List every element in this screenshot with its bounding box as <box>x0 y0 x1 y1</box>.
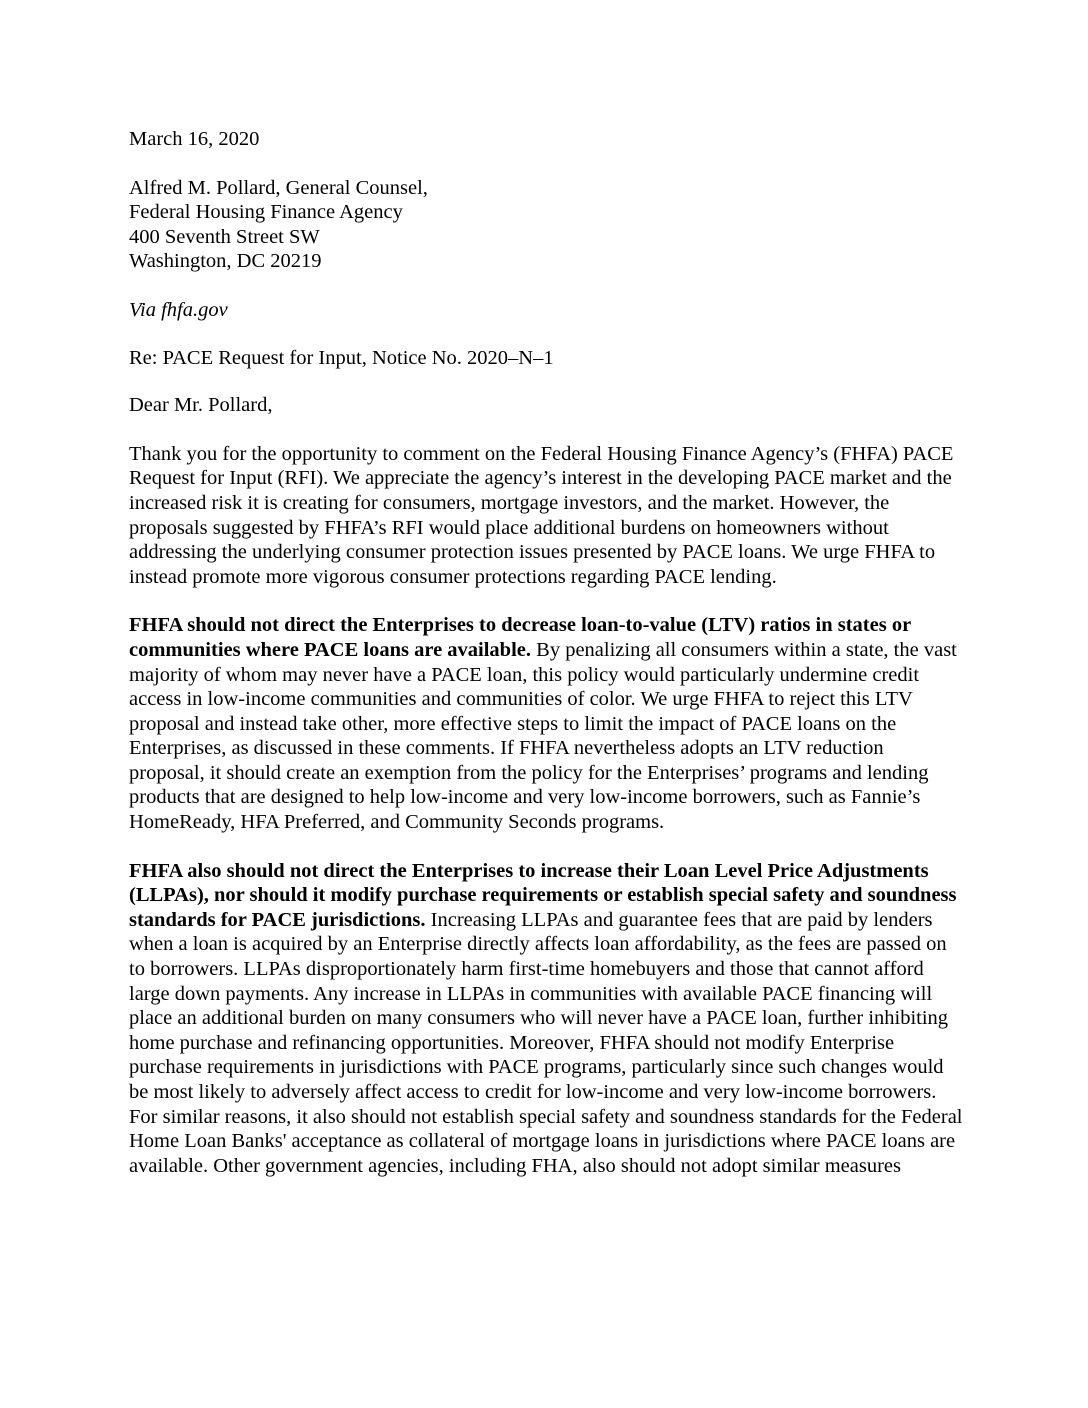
paragraph-text: Thank you for the opportunity to comment on the Federal Housing Finance Agency’s (FHFA) PACE Request for Input (RFI). We appreciate the agency’s interest in the developing PACE market and the increased risk it is creating for consumers, mortgage investors, and the market. However, the proposals suggested by FHFA’s RFI would place additional burdens on homeowners without addressing the underlying consumer protection issues presented by PACE loans. We urge FHFA to instead promote more vigorous consumer protections regarding PACE lending. <box>129 442 954 588</box>
delivery-method: Via fhfa.gov <box>129 298 228 321</box>
recipient-street-line: 400 Seventh Street SW <box>129 225 320 248</box>
ltv-paragraph <box>129 613 964 834</box>
recipient-city-line: Washington, DC 20219 <box>129 250 322 273</box>
salutation: Dear Mr. Pollard, <box>129 394 273 417</box>
recipient-name-line: Alfred M. Pollard, General Counsel, <box>129 176 428 199</box>
paragraph-heading: FHFA should not direct the Enterprises to decrease loan-to-value (LTV) ratios in states or communities where PACE loans are available. <box>129 614 911 661</box>
paragraph-heading: FHFA also should not direct the Enterprises to increase their Loan Level Price Adjustments (LLPAs), nor should it modify purchase requirements or establish special safety and soundness standards for PACE jurisdictions. <box>129 859 957 931</box>
letter-date: March 16, 2020 <box>129 128 260 150</box>
intro-paragraph <box>129 442 964 590</box>
paragraph-text: Increasing LLPAs and guarantee fees that are paid by lenders when a loan is acquired by an Enterprise directly affects loan affordability, as the fees are passed on to borrowers. LLPAs disproportionately harm first-time homebuyers and those that cannot afford large down payments. Any increase in LLPAs in communities with available PACE financing will place an additional burden on many consumers who will never have a PACE loan, further inhibiting home purchase and refinancing opportunities. Moreover, FHFA should not modify Enterprise purchase requirements in jurisdictions with PACE programs, particularly since such changes would be most likely to adversely affect access to credit for low-income and very low-income borrowers. For similar reasons, it also should not establish special safety and soundness standards for the Federal Home Loan Banks' acceptance as collateral of mortgage loans in jurisdictions where PACE loans are available. Other government agencies, including FHA, also should not adopt similar measures <box>129 908 963 1177</box>
letter-body <box>129 127 964 1178</box>
paragraph-text: By penalizing all consumers within a state, the vast majority of whom may never have a PACE loan, this policy would particularly undermine credit access in low-income communities and communities of color. We urge FHFA to reject this LTV proposal and instead take other, more effective steps to limit the impact of PACE loans on the Enterprises, as discussed in these comments. If FHFA nevertheless adopts an LTV reduction proposal, it should create an exemption from the policy for the Enterprises’ programs and lending products that are designed to help low-income and very low-income borrowers, such as Fannie’s HomeReady, HFA Preferred, and Community Seconds programs. <box>129 638 957 834</box>
llpa-paragraph <box>129 859 964 1179</box>
recipient-address <box>129 176 964 274</box>
recipient-agency-line: Federal Housing Finance Agency <box>129 201 403 224</box>
subject-line: Re: PACE Request for Input, Notice No. 2020–N–1 <box>129 346 554 369</box>
